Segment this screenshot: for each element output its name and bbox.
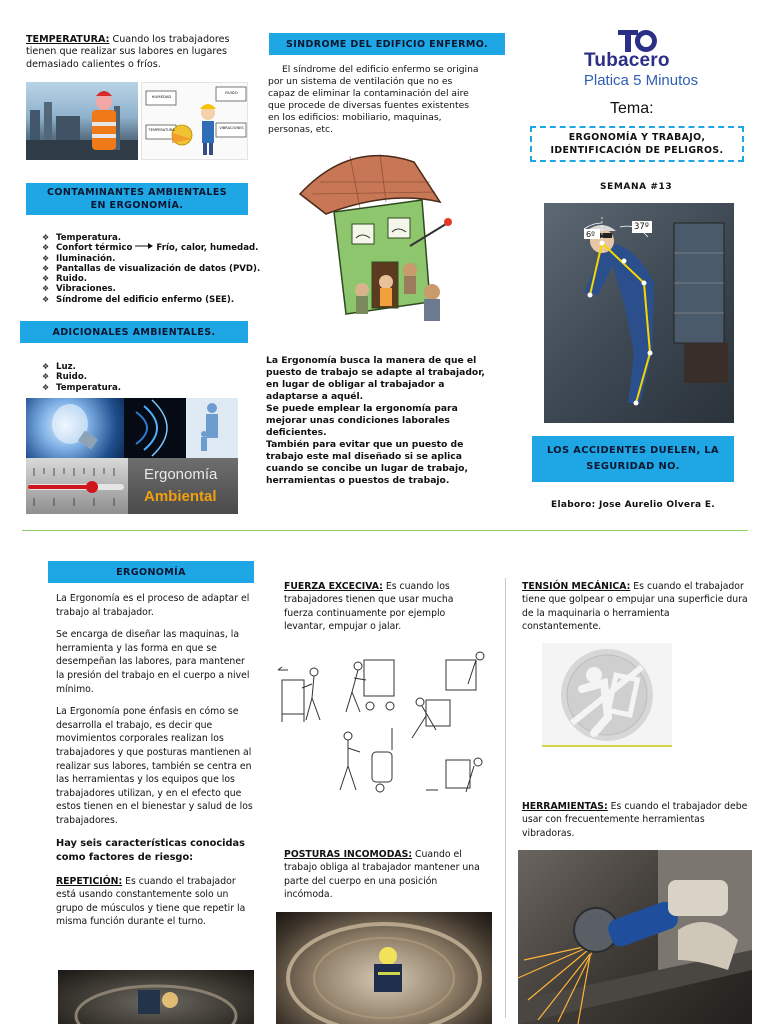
posture-analysis-photo (544, 203, 734, 423)
herramientas-label: HERRAMIENTAS: (522, 801, 608, 812)
tension-label: TENSIÓN MECÁNICA: (522, 581, 631, 592)
ergonomic-factors-cartoon (141, 82, 248, 160)
fuerza-paragraph (284, 580, 484, 634)
posturas-text: Cuando el trabajo obliga al trabajador mantener una parte del cuerpo en una posición incómoda. (284, 849, 480, 901)
sick-building-cartoon (290, 142, 470, 337)
ergonomia-ambiental-image (128, 458, 238, 514)
list-item: ❖ Temperatura. (40, 383, 240, 393)
temperatura-text: Cuando los trabajadores tienen que realizar sus labores en lugares demasiado calientes o fríos. (26, 34, 230, 70)
welding-pipe-photo (58, 970, 254, 1024)
temperatura-paragraph (26, 34, 256, 71)
industrial-worker-photo (26, 82, 138, 160)
ergo-busca-p3: También para evitar que un puesto de trabajo este mal diseñado si se aplica cuando se concibe un lugar de trabajo, herramientas o puestos de trabajo. (266, 439, 468, 486)
sound-wave-photo (124, 398, 186, 458)
angle-label-6: 6º (586, 230, 595, 239)
contaminantes-title-banner: CONTAMINANTES AMBIENTALES EN ERGONOMÍA. (26, 183, 248, 215)
sign-vibraciones: VIBRACIONES (219, 126, 244, 130)
contaminantes-list (40, 233, 270, 305)
list-item: ❖ Ruido. (40, 372, 240, 382)
factores-heading: Hay seis características conocidas como factores de riesgo: (56, 837, 245, 863)
page-divider (22, 530, 748, 531)
list-item: ❖ Iluminación. (40, 254, 270, 264)
temperatura-label: TEMPERATURA: (26, 34, 110, 45)
list-item: ❖ Ruido. (40, 274, 270, 284)
sindrome-title-banner: SINDROME DEL EDIFICIO ENFERMO. (269, 33, 505, 55)
angle-grinder-photo (518, 850, 752, 1024)
mechanical-tension-image (542, 643, 672, 747)
ergonomia-caption: Ergonomía (144, 466, 218, 483)
inside-pipe-photo (276, 912, 492, 1024)
ergo-busca-p1: La Ergonomía busca la manera de que el puesto de trabajo se adapte al trabajador, en lugar de obligar al trabajador a adaptarse a aquél. (266, 355, 485, 402)
fuerza-label: FUERZA EXCECIVA: (284, 581, 383, 592)
push-pull-illustrations (276, 650, 490, 812)
sign-ruido: RUIDO (225, 90, 238, 95)
sign-temperatura: TEMPERATURA (148, 128, 175, 132)
herramientas-text: Es cuando el trabajador debe usar con frecuentemente herramientas vibradoras. (522, 801, 748, 839)
ergonomia-title-banner: ERGONOMÍA (48, 561, 254, 583)
arrow-right-icon (135, 242, 153, 248)
ergo-busca-paragraph (266, 355, 488, 487)
list-item: ❖ Síndrome del edificio enfermo (SEE). (40, 295, 270, 305)
posturas-label: POSTURAS INCOMODAS: (284, 849, 413, 860)
sign-humedad: HUMEDAD (151, 94, 172, 99)
tema-label: Tema: (610, 100, 654, 117)
repeticion-label: REPETICIÓN: (56, 875, 123, 887)
list-item: ❖ Confort térmico Frío, calor, humedad. (40, 243, 270, 253)
tema-box (530, 126, 744, 162)
ergonomia-p3: La Ergonomía pone énfasis en cómo se desarrolla el trabajo, es decir que movimientos corporales realizan los trabajadores y que posturas mantienen al realizar sus labores, también se centra en las herramientas y los equipos que los trabajadores utilizan, y en el efecto que estos tienen en el bienestar y salud de los trabajadores. (56, 706, 253, 826)
list-item: ❖ Luz. (40, 362, 240, 372)
adicionales-list (40, 362, 240, 393)
author-credit: Elaboro: Jose Aurelio Olvera E. (551, 500, 716, 510)
ergonomia-text (56, 592, 256, 929)
angle-label-37: 37º (634, 222, 649, 232)
column-separator (505, 578, 506, 1018)
fuerza-text: Es cuando los trabajadores tienen que usar mucha fuerza continuamente por ejemplo levantar, empujar o jalar. (284, 581, 454, 633)
repeticion-paragraph (56, 875, 256, 929)
repeticion-text: Es cuando el trabajador está usando constantemente solo un grupo de músculos y tiene que repetir la misma función durante el turno. (56, 875, 246, 928)
semana-label: SEMANA #13 (600, 182, 673, 192)
tension-paragraph (522, 580, 748, 634)
herramientas-paragraph (522, 800, 748, 840)
brand-name: Tubacero (584, 50, 670, 71)
people-silhouette-photo (186, 398, 238, 458)
ergo-busca-p2: Se puede emplear la ergonomía para mejorar unas condiciones laborales deficientes. (266, 403, 458, 438)
ergonomia-p1: La Ergonomía es el proceso de adaptar el trabajo al trabajador. (56, 593, 250, 618)
ergonomia-p2: Se encarga de diseñar las maquinas, la herramienta y las forma en que se desempeñan las labores, para mantener la presión del trabajo en el cuerpo a nivel mínimo. (56, 629, 250, 695)
tension-text: Es cuando el trabajador tiene que golpear o empujar una superficie dura de la maquinaria o herramienta constantemente. (522, 581, 748, 633)
tema-text: ERGONOMÍA Y TRABAJO, IDENTIFICACIÓN DE PELIGROS. (550, 132, 724, 156)
sindrome-paragraph: El síndrome del edificio enfermo se origina por un sistema de ventilación que no es capaz de eliminar la contaminación del aire que procede de diversas fuentes existentes en los edificios: mobiliario, maquinas, personas, etc. (268, 64, 479, 135)
slogan-banner: LOS ACCIDENTES DUELEN, LA SEGURIDAD NO. (532, 436, 734, 482)
list-item: ❖ Vibraciones. (40, 284, 270, 294)
list-item: ❖ Pantallas de visualización de datos (PVD). (40, 264, 270, 274)
thermometer-photo (26, 458, 128, 514)
lightbulb-photo (26, 398, 124, 458)
adicionales-title-banner: ADICIONALES AMBIENTALES. (20, 321, 248, 343)
brand-subtitle: Platica 5 Minutos (583, 72, 699, 89)
ambiental-caption: Ambiental (144, 488, 217, 505)
list-item: ❖ Temperatura. (40, 233, 270, 243)
posturas-paragraph (284, 848, 486, 902)
